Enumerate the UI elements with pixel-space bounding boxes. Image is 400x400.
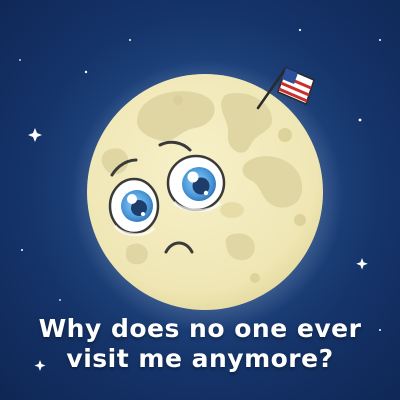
right-eye (168, 156, 224, 210)
left-eye (110, 179, 158, 235)
caption-line-2: visit me anymore? (66, 344, 334, 373)
caption-line-1: Why does no one ever (38, 314, 362, 343)
